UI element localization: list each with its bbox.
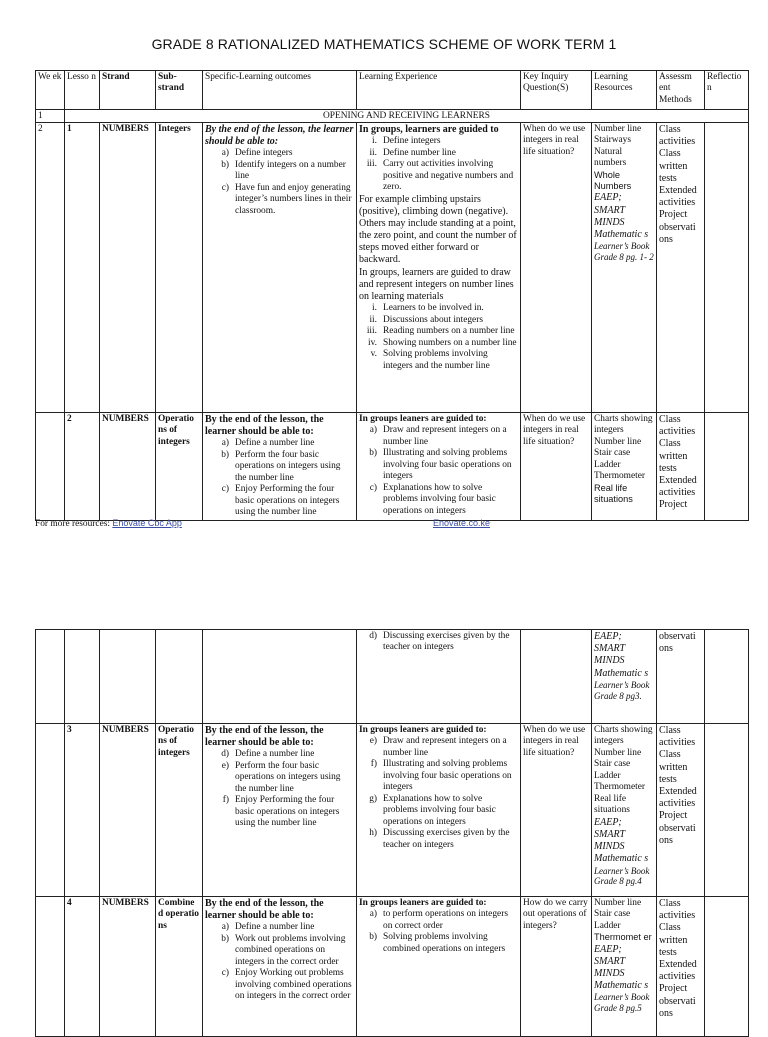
resources-text: EAEP; SMART MINDS Mathematic s xyxy=(594,816,649,865)
strand-cell: NUMBERS xyxy=(100,413,156,521)
lesson-cell: 1 xyxy=(65,123,100,413)
list-marker: b) xyxy=(221,449,229,460)
substrand-cell: Operatio ns of integers xyxy=(156,724,203,897)
list-item: Enjoy Performing the four basic operations on integers using the number line xyxy=(235,795,340,829)
list-marker: c) xyxy=(221,484,229,495)
list-item: Showing numbers on a number line xyxy=(383,337,517,348)
outcomes-cell xyxy=(203,123,357,413)
reflection-cell xyxy=(705,630,749,724)
header-outcomes: Specific-Learning outcomes xyxy=(203,71,357,110)
list-item: Define integers xyxy=(235,148,293,159)
week-cell xyxy=(36,630,65,724)
resources-text: Learner’s Book Grade 8 pg. 1- 2 xyxy=(594,241,654,263)
header-reflection: Reflectio n xyxy=(705,71,749,110)
header-row xyxy=(36,71,749,110)
experience-cell xyxy=(357,123,521,413)
outcomes-intro: By the end of the lesson, the learner should be able to: xyxy=(205,124,354,148)
list-marker: f) xyxy=(370,759,377,770)
list-item: Identify integers on a number line xyxy=(235,159,346,182)
outcomes-intro: By the end of the lesson, the learner should be able to: xyxy=(205,898,324,922)
scheme-table-page-2 xyxy=(35,629,749,1037)
list-marker: d) xyxy=(221,749,229,760)
list-marker: ii. xyxy=(369,314,377,325)
list-marker: b) xyxy=(221,933,229,944)
list-marker: a) xyxy=(221,438,229,449)
header-resources: Learning Resources xyxy=(592,71,657,110)
resources-text: Number line Stairways Natural numbers xyxy=(594,124,642,169)
experience-paragraph: For example climbing upstairs (positive), climbing down (negative). xyxy=(359,193,509,217)
experience-paragraph: Others may include standing at a point, the zero point, and count the number of steps moved either forward or backward. xyxy=(359,217,517,266)
assessment-cell: observati ons xyxy=(657,630,705,724)
resources-text: Number line Stair case Ladder xyxy=(594,898,642,931)
list-item: Enjoy Working out problems involving combined operations on integers in the correct order xyxy=(235,968,352,1002)
list-marker: iii. xyxy=(366,326,377,337)
table-row xyxy=(36,123,749,413)
assessment-cell: Class activities Class written tests Extended activities Project observati ons xyxy=(657,897,705,1037)
list-marker: c) xyxy=(221,182,229,193)
list-item: Solving problems involving combined operations on integers xyxy=(383,932,506,954)
list-item: Have fun and enjoy generating integer’s numbers lines in their classroom. xyxy=(235,182,352,216)
substrand-cell: Operatio ns of integers xyxy=(156,413,203,521)
experience-cell xyxy=(357,897,521,1037)
list-item: Define a number line xyxy=(235,922,315,933)
list-item: Enjoy Performing the four basic operations on integers using the number line xyxy=(235,484,340,518)
list-item: Draw and represent integers on a number line xyxy=(383,736,507,758)
experience-intro: In groups leaners are guided to: xyxy=(359,725,487,735)
header-experience: Learning Experience xyxy=(357,71,521,110)
resources-text: EAEP; SMART MINDS Mathematic s xyxy=(594,192,649,240)
experience-intro: In groups leaners are guided to: xyxy=(359,414,487,424)
list-marker: h) xyxy=(369,828,377,839)
list-item: Define a number line xyxy=(235,438,315,449)
list-marker: c) xyxy=(221,968,229,979)
list-item: Learners to be involved in. xyxy=(383,303,484,314)
list-marker: g) xyxy=(369,793,377,804)
list-item: Discussing exercises given by the teacher on integers xyxy=(383,828,510,850)
outcomes-cell xyxy=(203,413,357,521)
resources-text: Real life situations xyxy=(594,482,633,505)
footer-app-link[interactable]: Enovate Cbc App xyxy=(112,518,182,528)
list-marker: f) xyxy=(222,795,229,806)
list-item: Explanations how to solve problems involving four basic operations on integers xyxy=(383,793,496,827)
list-item: Perform the four basic operations on integers using the number line xyxy=(235,449,341,483)
inquiry-cell xyxy=(521,630,592,724)
resources-text: EAEP; SMART MINDS Mathematic s xyxy=(594,631,649,679)
inquiry-cell: When do we use integers in real life situation? xyxy=(521,123,592,413)
list-item: Define number line xyxy=(383,147,456,158)
outcomes-cell xyxy=(203,630,357,724)
resources-text: EAEP; SMART MINDS Mathematic s xyxy=(594,943,649,992)
experience-paragraph: In groups, learners are guided to draw and represent integers on number lines on learning materials xyxy=(359,266,514,303)
outcomes-intro: By the end of the lesson, the learner should be able to: xyxy=(205,414,324,438)
list-item: Define a number line xyxy=(235,749,315,760)
experience-cell xyxy=(357,724,521,897)
opening-row xyxy=(36,110,749,123)
table-row xyxy=(36,413,749,521)
list-marker: v. xyxy=(370,349,377,360)
outcomes-cell xyxy=(203,724,357,897)
experience-cell xyxy=(357,413,521,521)
resources-text: Learner’s Book Grade 8 pg.4 xyxy=(594,865,650,887)
header-inquiry: Key Inquiry Question(S) xyxy=(521,71,592,110)
resources-text: Whole Numbers xyxy=(594,169,632,192)
list-marker: b) xyxy=(369,448,377,459)
resources-cell xyxy=(592,897,657,1037)
strand-cell xyxy=(100,630,156,724)
page-title: GRADE 8 RATIONALIZED MATHEMATICS SCHEME OF WORK TERM 1 xyxy=(151,36,617,52)
list-item: to perform operations on integers on correct order xyxy=(383,909,508,931)
list-item: Reading numbers on a number line xyxy=(383,326,515,337)
inquiry-cell: When do we use integers in real life situation? xyxy=(521,724,592,897)
resources-cell xyxy=(592,630,657,724)
header-lesson: Lesso n xyxy=(65,71,100,110)
inquiry-cell: How do we carry out operations of integers? xyxy=(521,897,592,1037)
inquiry-cell: When do we use integers in real life situation? xyxy=(521,413,592,521)
list-marker: i. xyxy=(372,136,377,147)
list-item: Explanations how to solve problems involving four basic operations on integers xyxy=(383,482,496,516)
footer-right xyxy=(433,518,490,530)
list-marker: a) xyxy=(369,909,377,920)
resources-cell xyxy=(592,123,657,413)
reflection-cell xyxy=(705,123,749,413)
reflection-cell xyxy=(705,413,749,521)
resources-text: Learner’s Book Grade 8 pg3. xyxy=(594,679,650,701)
strand-cell: NUMBERS xyxy=(100,123,156,413)
list-item: Work out problems involving combined operations on integers in the correct order xyxy=(235,933,346,967)
list-marker: ii. xyxy=(369,147,377,158)
list-marker: a) xyxy=(221,922,229,933)
week-cell xyxy=(36,724,65,897)
list-marker: iii. xyxy=(366,159,377,170)
scheme-table-page-1 xyxy=(35,70,749,521)
list-marker: b) xyxy=(369,932,377,943)
substrand-cell: Integers xyxy=(156,123,203,413)
list-marker: a) xyxy=(221,148,229,159)
header-strand: Strand xyxy=(100,71,156,110)
list-item: Perform the four basic operations on integers using the number line xyxy=(235,760,341,794)
experience-cell xyxy=(357,630,521,724)
footer-text: For more resources: xyxy=(35,519,110,529)
strand-cell: NUMBERS xyxy=(100,724,156,897)
resources-cell xyxy=(592,413,657,521)
resources-cell xyxy=(592,724,657,897)
list-marker: iv. xyxy=(367,337,377,348)
table-row xyxy=(36,897,749,1037)
list-item: Discussing exercises given by the teacher on integers xyxy=(383,631,510,653)
outcomes-intro: By the end of the lesson, the learner should be able to: xyxy=(205,725,324,749)
list-marker: c) xyxy=(369,482,377,493)
list-marker: e) xyxy=(221,760,229,771)
lesson-cell: 4 xyxy=(65,897,100,1037)
list-item: Discussions about integers xyxy=(383,314,483,325)
experience-intro: In groups, learners are guided to xyxy=(359,124,499,135)
footer-site-link[interactable]: Enovate.co.ke xyxy=(433,518,491,528)
header-substrand: Sub- strand xyxy=(156,71,203,110)
strand-cell: NUMBERS xyxy=(100,897,156,1037)
lesson-cell xyxy=(65,630,100,724)
week-cell xyxy=(36,897,65,1037)
list-item: Draw and represent integers on a number line xyxy=(383,425,507,447)
header-week: We ek xyxy=(36,71,65,110)
list-marker: i. xyxy=(372,303,377,314)
opening-text: OPENING AND RECEIVING LEARNERS xyxy=(65,110,749,123)
list-item: Illustrating and solving problems involving four basic operations on integers xyxy=(383,759,512,793)
resources-text: Charts showing integers Number line Stair case Ladder Thermometer Real life situations xyxy=(594,725,653,816)
lesson-cell: 3 xyxy=(65,724,100,897)
resources-text: Charts showing integers Number line Stair case Ladder Thermometer xyxy=(594,414,653,482)
list-marker: d) xyxy=(369,631,377,641)
reflection-cell xyxy=(705,724,749,897)
experience-intro: In groups leaners are guided to: xyxy=(359,898,487,908)
list-item: Define integers xyxy=(383,136,441,147)
list-item: Solving problems involving integers and the number line xyxy=(383,349,490,371)
header-assessment: Assessm ent Methods xyxy=(657,71,705,110)
list-item: Illustrating and solving problems involving four basic operations on integers xyxy=(383,448,512,482)
substrand-cell xyxy=(156,630,203,724)
resources-text: Thermomet er xyxy=(594,932,652,943)
resources-text: Learner’s Book Grade 8 pg.5 xyxy=(594,992,650,1014)
substrand-cell: Combine d operatio ns xyxy=(156,897,203,1037)
week-cell xyxy=(36,413,65,521)
outcomes-cell xyxy=(203,897,357,1037)
assessment-cell: Class activities Class written tests Extended activities Project xyxy=(657,413,705,521)
opening-week: 1 xyxy=(36,110,65,123)
table-row xyxy=(36,724,749,897)
list-marker: e) xyxy=(369,736,377,747)
table-row xyxy=(36,630,749,724)
reflection-cell xyxy=(705,897,749,1037)
list-marker: b) xyxy=(221,159,229,170)
week-cell: 2 xyxy=(36,123,65,413)
list-item: Carry out activities involving positive and negative numbers and zero. xyxy=(383,159,514,193)
footer-left xyxy=(35,518,182,530)
assessment-cell: Class activities Class written tests Extended activities Project observati ons xyxy=(657,123,705,413)
list-marker: a) xyxy=(369,425,377,436)
assessment-cell: Class activities Class written tests Extended activities Project observati ons xyxy=(657,724,705,897)
lesson-cell: 2 xyxy=(65,413,100,521)
